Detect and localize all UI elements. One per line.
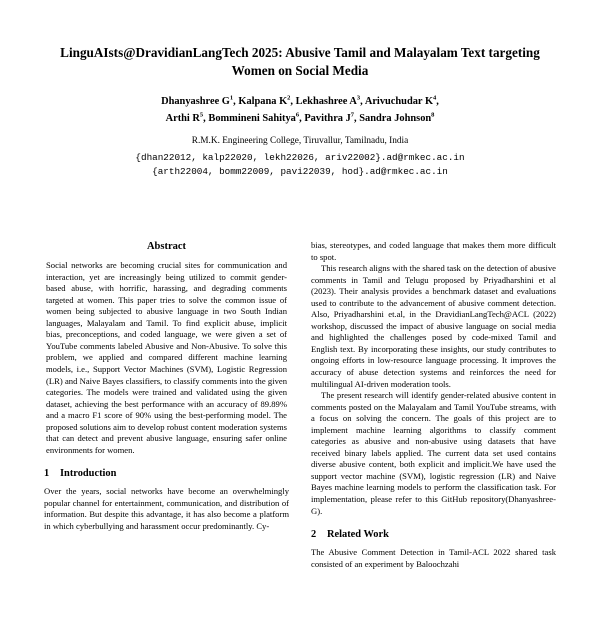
affiliation: R.M.K. Engineering College, Tiruvallur, Tamilnadu, India <box>191 135 409 146</box>
body-paragraph: The present research will identify gender-related abusive content in comments posted on the Malayalam and Tamil YouTube streams, with a focus on solving the concern. The goals of this project are to implement machine learning algorithms to classify comment categories as abusive and non-abusive using datasets that have received binary labels applied. The current data set used contains diverse abusive content, both explicit and implicit.We have used the support vector machine (SVM), logistic regression (LR) and Naive Bayes machine learning models to perform the classification task. For implementation, please refer to this GitHub repository(Dhanyashree-G). <box>311 390 556 516</box>
author-entry: Lekhashree $A^3$, <box>295 94 363 108</box>
author-line-2 <box>46 110 554 127</box>
author-affiliation-marker: 5 <box>199 111 204 119</box>
author-name: Kalpana K <box>238 96 288 108</box>
author-affiliation-marker: 6 <box>295 111 300 119</box>
author-line-1 <box>46 94 554 111</box>
right-column <box>311 240 556 570</box>
left-column <box>44 240 289 570</box>
email-line-1: {dhan22012, kalp22020, lekh22026, ariv22002}.ad@rmkec.ac.in <box>135 152 465 164</box>
author-name: Arivuchudar K <box>364 96 434 108</box>
author-entry: Arivuchudar $K^4$, <box>364 94 439 108</box>
section-heading-related-work <box>311 528 556 542</box>
author-list <box>46 94 554 127</box>
email-line-2: {arth22004, bomm22009, pavi22039, hod}.ad@rmkec.ac.in <box>152 166 448 178</box>
author-name: Pavithra J <box>304 112 351 124</box>
section-title: Related Work <box>327 529 389 541</box>
author-name: Bommineni Sahitya <box>208 112 296 124</box>
abstract-paragraph: Social networks are becoming crucial sites for communication and interaction, yet are increasingly being utilized to commit gender-based abuse, with horrific, harassing, and degrading comments targeted at women. This paper tries to solve the common issue of women being subjected to abusive language in two South Indian languages, Malayalam and Tamil. To find explicit abuse, implicit bias, preconceptions, and coded language, we were given a set of YouTube comments labeled Abusive and Non-Abusive. To solve this problem, we applied and compared different machine learning models, i.e., Support Vector Machines (SVM), Logistic Regression (LR) and Naive Bayes classifiers, to classify comments into the given categories. The models were trained and validated using the given dataset, achieving the best performance with an accuracy of 89.89% and a macro F1 score of 90% using the best-performing model. The proposed solutions aim to develop robust content moderation systems that can detect and prevent abusive language, ensuring safer online environments for women. <box>46 260 287 455</box>
body-paragraph: This research aligns with the shared task on the detection of abusive comments in Tamil and Telugu proposed by Priyadharshini et al (2023). Their analysis provides a benchmark dataset and evaluations used to contribute to the advancement of abusive comment detection. Also, Priyadharshini et.al, in the DravidianLangTech@ACL (2022) workshop, discussed the impact of abusive language on social media and highlighted the challenges posed by code-mixed Tamil and English text. By incorporating these insights, our study contributes to ongoing efforts in low-resource language processing. It improves the accuracy of abuse detection systems and reinforces the need for multilingual AI-driven moderation tools. <box>311 263 556 389</box>
author-entry: Dhanyashree $G^1$, <box>161 94 236 108</box>
section-number: 2 <box>311 529 317 541</box>
author-entry: Arthi $R^5$, <box>165 111 206 124</box>
author-emails <box>46 151 554 179</box>
author-entry <box>359 113 434 124</box>
section-number: 1 <box>44 468 50 480</box>
author-affiliation-marker: 2 <box>287 94 291 102</box>
author-entry: Kalpana $K^2$, <box>238 94 294 108</box>
author-affiliation-marker: 8 <box>431 111 435 119</box>
author-name: Lekhashree A <box>295 96 357 108</box>
author-name: Dhanyashree G <box>161 96 230 108</box>
author-affiliation-marker: 7 <box>350 111 355 119</box>
author-affiliation-marker: 1 <box>229 94 234 102</box>
paper-page <box>0 44 600 644</box>
author-name: Arthi R <box>165 112 200 124</box>
section-heading-introduction <box>44 467 289 481</box>
body-paragraph: bias, stereotypes, and coded language that makes them more difficult to spot. <box>311 240 556 262</box>
author-entry: Pavithra $J^7$, <box>304 111 357 124</box>
section-paragraph: The Abusive Comment Detection in Tamil-ACL 2022 shared task consisted of an experiment by Baloochzahi <box>311 547 556 569</box>
two-column-body <box>44 240 556 570</box>
author-affiliation-marker: 3 <box>356 94 361 102</box>
author-affiliation-marker: 4 <box>433 94 437 102</box>
abstract-body <box>44 260 289 456</box>
abstract-heading: Abstract <box>146 241 187 252</box>
author-name: Sandra Johnson <box>359 112 432 124</box>
section-paragraph: Over the years, social networks have become an overwhelmingly popular channel for entertainment, communication, and distribution of information. But despite this advantage, it has also become a platform in which cyberbullying and harassment occur predominantly. Cy- <box>44 486 289 532</box>
section-title: Introduction <box>60 468 117 480</box>
author-entry: Bommineni Sahitya$^6$, <box>208 111 302 124</box>
page-title: LinguAIsts@DravidianLangTech 2025: Abusive Tamil and Malayalam Text targeting Women on Social Media <box>60 45 540 78</box>
